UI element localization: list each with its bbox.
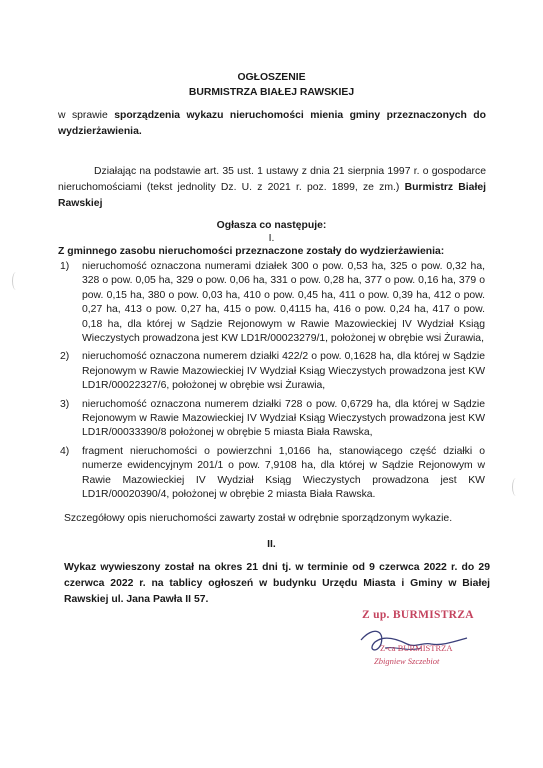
subject-bold: sporządzenia wykazu nieruchomości mienia gminy przeznaczonych do wydzierżawienia. bbox=[58, 110, 487, 137]
list-item-text: nieruchomość oznaczona numerami działek 300 o pow. 0,53 ha, 325 o pow. 0,32 ha, 328 o pow. 0,05 ha, 329 o pow. 0,06 ha, 331 o pow. 0,28 ha, 377 o pow. 0,16 ha, 379 o pow. 0,15 ha, 380 o pow. 0,03 ha, 410 o pow. 0,45 ha, 411 o pow. 0,39 ha, 412 o pow. 0,27 ha, 413 o pow. 0,27 ha, 415 o pow. 0,4115 ha, 416 o pow. 0,24 ha, 417 o pow. 0,18 ha, dla której w Sądzie Rejonowym w Rawie Mazowieckiej IV Wydział Ksiąg Wieczystych prowadzona jest KW LD1R/00023279/1, położonej w obrębie wsi Żurawia, bbox=[82, 261, 485, 345]
section-1-footer: Szczegółowy opis nieruchomości zawarty został w odrębnie sporządzonym wykazie. bbox=[64, 513, 453, 524]
intro-bold: Burmistrz Białej Rawskiej bbox=[58, 182, 487, 209]
list-item-number: 4) bbox=[60, 445, 70, 457]
section-2-paragraph: Wykaz wywieszony został na okres 21 dni tj. w terminie od 9 czerwca 2022 r. do 29 czerwca 2022 r. na tablicy ogłoszeń w budynku Urzędu Miasta i Gminy w Białej Rawskiej ul. Jana Pawła II 57. bbox=[64, 562, 490, 605]
stamp-line-1: Z up. BURMISTRZA bbox=[362, 609, 474, 621]
section-1-heading: Z gminnego zasobu nieruchomości przeznaczone zostały do wydzierżawienia: bbox=[58, 246, 445, 257]
stamp-line-2: Z-ca BURMISTRZA bbox=[380, 643, 453, 653]
subject-prefix: w sprawie bbox=[58, 110, 108, 121]
list-item bbox=[60, 445, 485, 503]
scan-edge-mark bbox=[12, 272, 20, 290]
list-item-number: 2) bbox=[60, 351, 70, 363]
list-item-number: 3) bbox=[60, 398, 70, 410]
stamp-line-3: Zbigniew Szczebiot bbox=[374, 656, 440, 666]
list-item-number: 1) bbox=[60, 261, 70, 272]
property-list bbox=[60, 260, 485, 507]
subject-paragraph bbox=[58, 108, 486, 140]
list-item bbox=[60, 398, 485, 441]
section-1-number: I. bbox=[268, 233, 275, 244]
list-item-text: nieruchomość oznaczona numerem działki 728 o pow. 0,6729 ha, dla której w Sądzie Rejonowym w Rawie Mazowieckiej IV Wydział Ksiąg Wieczystych prowadzona jest KW LD1R/00033390/8 położonej w obrębie 5 miasta Biała Rawska, bbox=[82, 398, 485, 439]
list-item-text: fragment nieruchomości o powierzchni 1,0166 ha, stanowiącego część działki o numerze ewidencyjnym 201/1 o pow. 7,9108 ha, dla której w Sądzie Rejonowym w Rawie Mazowieckiej IV Wydział Ksiąg Wieczystych prowadzona jest KW LD1R/00020390/4, położonej w obrębie 2 miasta Biała Rawska. bbox=[82, 445, 485, 501]
document-subtitle: BURMISTRZA BIAŁEJ RAWSKIEJ bbox=[188, 87, 355, 98]
intro-paragraph bbox=[58, 164, 486, 212]
document-title: OGŁOSZENIE bbox=[237, 72, 306, 83]
list-item bbox=[60, 260, 485, 346]
list-item-text: nieruchomość oznaczona numerem działki 422/2 o pow. 0,1628 ha, dla której w Sądzie Rejonowym w Rawie Mazowieckiej IV Wydział Ksiąg Wieczystych prowadzona jest KW LD1R/00022327/6, położonej w obrębie wsi Żurawia, bbox=[82, 351, 485, 392]
intro-text: Działając na podstawie art. 35 ust. 1 ustawy z dnia 21 sierpnia 1997 r. o gospodarce nieruchomościami (tekst jednolity Dz. U. z 2021 r. poz. 1899, ze zm.) bbox=[58, 166, 486, 193]
list-item bbox=[60, 350, 485, 393]
section-2-number: II. bbox=[267, 539, 276, 550]
announce-heading: Ogłasza co następuje: bbox=[216, 220, 327, 231]
scan-edge-mark bbox=[512, 478, 520, 496]
